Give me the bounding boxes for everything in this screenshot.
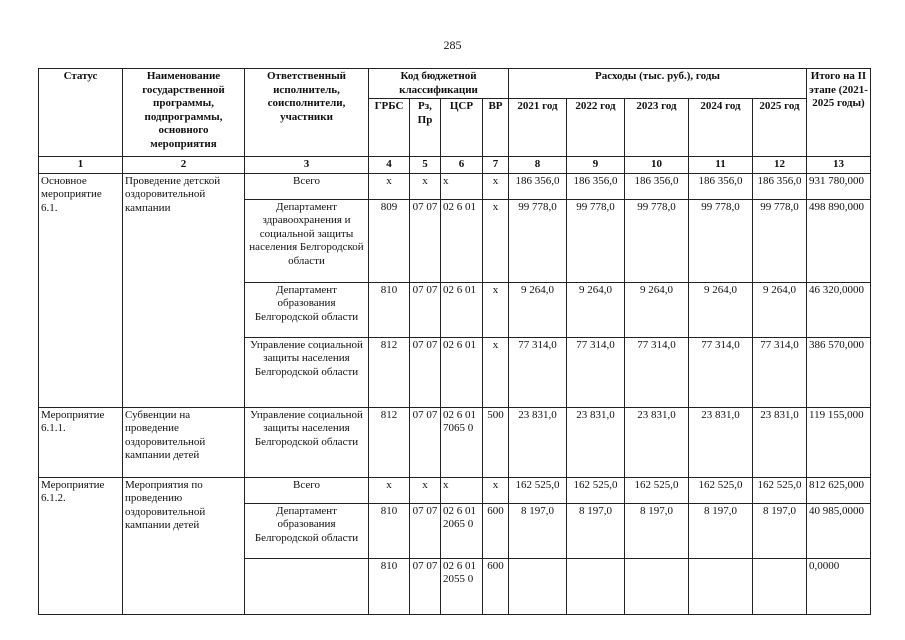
y2024-cell [689,558,753,614]
rzpr-cell: 07 07 [410,407,441,477]
y2025-cell: 186 356,0 [753,173,807,199]
total-cell: 386 570,000 [807,337,871,407]
header-name: Наименование государственной программы, подпрограммы, основного мероприятия [123,69,245,157]
y2021-cell: 162 525,0 [509,477,567,503]
y2023-cell: 186 356,0 [625,173,689,199]
vr-cell: х [483,282,509,337]
y2021-cell: 186 356,0 [509,173,567,199]
total-cell: 812 625,000 [807,477,871,503]
name-cell: Субвенции на проведение оздоровительной кампании детей [123,407,245,477]
vr-cell: 600 [483,503,509,558]
y2025-cell: 99 778,0 [753,199,807,282]
csr-cell: х [441,173,483,199]
grbs-cell: 812 [369,407,410,477]
executor-cell: Управление социальной защиты населения Белгородской области [245,407,369,477]
vr-cell: х [483,477,509,503]
rzpr-cell: 07 07 [410,199,441,282]
y2023-cell: 77 314,0 [625,337,689,407]
executor-cell: Департамент образования Белгородской области [245,282,369,337]
column-number: 9 [567,157,625,174]
y2023-cell: 99 778,0 [625,199,689,282]
y2025-cell: 8 197,0 [753,503,807,558]
header-budget-code: Код бюджетной классификации [369,69,509,99]
rzpr-cell: 07 07 [410,337,441,407]
header-total: Итого на II этапе (2021-2025 годы) [807,69,871,157]
rzpr-cell: х [410,173,441,199]
column-number: 4 [369,157,410,174]
executor-cell: Департамент образования Белгородской области [245,503,369,558]
grbs-cell: х [369,477,410,503]
header-csr: ЦСР [441,99,483,157]
csr-cell: 02 6 01 7065 0 [441,407,483,477]
y2024-cell: 77 314,0 [689,337,753,407]
header-expenses: Расходы (тыс. руб.), годы [509,69,807,99]
y2021-cell: 23 831,0 [509,407,567,477]
header-y2023: 2023 год [625,99,689,157]
y2023-cell [625,558,689,614]
vr-cell: х [483,337,509,407]
status-cell: Основное мероприятие 6.1. [39,173,123,407]
header-rzpr: Рз, Пр [410,99,441,157]
csr-cell: 02 6 01 [441,282,483,337]
column-number-row [39,157,871,174]
column-number: 12 [753,157,807,174]
status-cell: Мероприятие 6.1.1. [39,407,123,477]
y2022-cell: 23 831,0 [567,407,625,477]
y2024-cell: 162 525,0 [689,477,753,503]
total-cell: 931 780,000 [807,173,871,199]
executor-cell [245,558,369,614]
total-cell: 0,0000 [807,558,871,614]
table-row [39,477,871,503]
column-number: 10 [625,157,689,174]
y2024-cell: 23 831,0 [689,407,753,477]
csr-cell: 02 6 01 2055 0 [441,558,483,614]
y2025-cell: 23 831,0 [753,407,807,477]
column-number: 5 [410,157,441,174]
column-number: 2 [123,157,245,174]
budget-table [38,68,871,615]
y2021-cell [509,558,567,614]
grbs-cell: 810 [369,503,410,558]
y2024-cell: 99 778,0 [689,199,753,282]
page-number: 285 [443,38,462,52]
y2021-cell: 9 264,0 [509,282,567,337]
vr-cell: х [483,173,509,199]
total-cell: 498 890,000 [807,199,871,282]
y2023-cell: 23 831,0 [625,407,689,477]
y2025-cell: 162 525,0 [753,477,807,503]
column-number: 7 [483,157,509,174]
csr-cell: 02 6 01 [441,337,483,407]
header-y2021: 2021 год [509,99,567,157]
table-body [39,173,871,614]
csr-cell: 02 6 01 [441,199,483,282]
total-cell: 46 320,0000 [807,282,871,337]
rzpr-cell: х [410,477,441,503]
header-y2022: 2022 год [567,99,625,157]
table-row [39,407,871,477]
y2021-cell: 77 314,0 [509,337,567,407]
csr-cell: 02 6 01 2065 0 [441,503,483,558]
header-vr: ВР [483,99,509,157]
vr-cell: 600 [483,558,509,614]
status-cell: Мероприятие 6.1.2. [39,477,123,614]
header-y2024: 2024 год [689,99,753,157]
y2022-cell: 99 778,0 [567,199,625,282]
executor-cell: Управление социальной защиты населения Белгородской области [245,337,369,407]
y2024-cell: 8 197,0 [689,503,753,558]
y2024-cell: 9 264,0 [689,282,753,337]
y2023-cell: 8 197,0 [625,503,689,558]
rzpr-cell: 07 07 [410,503,441,558]
grbs-cell: 809 [369,199,410,282]
y2023-cell: 9 264,0 [625,282,689,337]
table-row [39,173,871,199]
executor-cell: Департамент здравоохранения и социальной защиты населения Белгородской области [245,199,369,282]
y2024-cell: 186 356,0 [689,173,753,199]
vr-cell: х [483,199,509,282]
grbs-cell: х [369,173,410,199]
name-cell: Проведение детской оздоровительной кампании [123,173,245,407]
y2021-cell: 99 778,0 [509,199,567,282]
y2022-cell: 8 197,0 [567,503,625,558]
rzpr-cell: 07 07 [410,558,441,614]
y2022-cell [567,558,625,614]
y2022-cell: 162 525,0 [567,477,625,503]
header-executor: Ответственный исполнитель, соисполнители, участники [245,69,369,157]
column-number: 6 [441,157,483,174]
y2022-cell: 9 264,0 [567,282,625,337]
csr-cell: х [441,477,483,503]
vr-cell: 500 [483,407,509,477]
grbs-cell: 810 [369,558,410,614]
y2022-cell: 186 356,0 [567,173,625,199]
y2025-cell: 77 314,0 [753,337,807,407]
column-number: 3 [245,157,369,174]
grbs-cell: 810 [369,282,410,337]
total-cell: 40 985,0000 [807,503,871,558]
y2023-cell: 162 525,0 [625,477,689,503]
executor-cell: Всего [245,173,369,199]
column-number: 1 [39,157,123,174]
header-y2025: 2025 год [753,99,807,157]
grbs-cell: 812 [369,337,410,407]
y2025-cell [753,558,807,614]
total-cell: 119 155,000 [807,407,871,477]
y2021-cell: 8 197,0 [509,503,567,558]
executor-cell: Всего [245,477,369,503]
rzpr-cell: 07 07 [410,282,441,337]
column-number: 11 [689,157,753,174]
y2022-cell: 77 314,0 [567,337,625,407]
name-cell: Мероприятия по проведению оздоровительной кампании детей [123,477,245,614]
column-number: 8 [509,157,567,174]
header-grbs: ГРБС [369,99,410,157]
column-number: 13 [807,157,871,174]
y2025-cell: 9 264,0 [753,282,807,337]
header-status: Статус [39,69,123,157]
